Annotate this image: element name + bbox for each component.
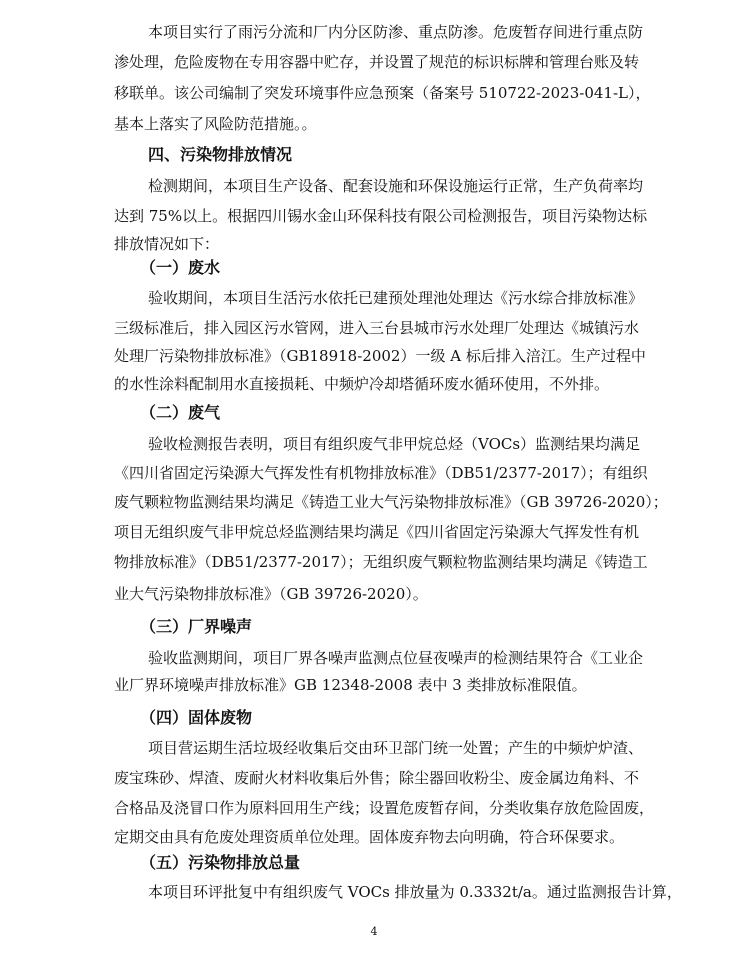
text-line: 的水性涂料配制用水直接损耗、中频炉冷却塔循环废水循环使用，不外排。 xyxy=(114,375,610,393)
text-line: 验收检测报告表明，项目有组织废气非甲烷总烃（VOCs）监测结果均满足 xyxy=(148,435,641,453)
text-line: 基本上落实了风险防范措施。。 xyxy=(114,115,317,133)
text-line: 验收期间，本项目生活污水依托已建预处理池处理达《污水综合排放标准》 xyxy=(148,289,644,307)
text-line: 达到 75%以上。根据四川锡水金山环保科技有限公司检测报告，项目污染物达标 xyxy=(114,207,648,225)
text-line: 业厂界环境噪声排放标准》GB 12348-2008 表中 3 类排放标准限值。 xyxy=(114,676,587,694)
text-line: 合格品及浇冒口作为原料回用生产线；设置危废暂存间，分类收集存放危险固废， xyxy=(114,799,655,817)
subsection-heading: （二）废气 xyxy=(140,403,221,422)
text-line: 物排放标准》（DB51/2377-2017）；无组织废气颗粒物监测结果均满足《铸造工 xyxy=(114,553,648,571)
subsection-heading: （五）污染物排放总量 xyxy=(140,853,301,872)
text-line: 废气颗粒物监测结果均满足《铸造工业大气污染物排放标准》（GB 39726-2020）； xyxy=(114,493,668,511)
text-line: 排放情况如下： xyxy=(114,235,220,253)
text-line: 《四川省固定污染源大气挥发性有机物排放标准》（DB51/2377-2017）；有组织 xyxy=(114,464,648,482)
subsection-heading: （三）厂界噪声 xyxy=(140,617,253,636)
text-line: 项目无组织废气非甲烷总烃监测结果均满足《四川省固定污染源大气挥发性有机 xyxy=(114,523,640,541)
subsection-heading: （四）固体废物 xyxy=(140,708,253,727)
text-line: 移联单。该公司编制了突发环境事件应急预案（备案号 510722-2023-041-L）， xyxy=(114,84,651,102)
text-line: 项目营运期生活垃圾经收集后交由环卫部门统一处置；产生的中频炉炉渣、 xyxy=(148,739,644,757)
text-line: 本项目实行了雨污分流和厂内分区防渗、重点防渗。危废暂存间进行重点防 xyxy=(148,23,644,41)
section-heading: 四、污染物排放情况 xyxy=(148,145,293,164)
text-line: 业大气污染物排放标准》（GB 39726-2020）。 xyxy=(114,585,428,603)
text-line: 三级标准后，排入园区污水管网，进入三台县城市污水处理厂处理达《城镇污水 xyxy=(114,319,640,337)
text-line: 渗处理，危险废物在专用容器中贮存，并设置了规范的标识标牌和管理台账及转 xyxy=(114,53,640,71)
text-line: 验收监测期间，项目厂界各噪声监测点位昼夜噪声的检测结果符合《工业企 xyxy=(148,649,644,667)
text-line: 定期交由具有危废处理资质单位处理。固体废弃物去向明确，符合环保要求。 xyxy=(114,828,625,846)
text-line: 检测期间，本项目生产设备、配套设施和环保设施运行正常，生产负荷率均 xyxy=(148,177,644,195)
text-line: 本项目环评批复中有组织废气 VOCs 排放量为 0.3332t/a。通过监测报告计算， xyxy=(148,883,682,901)
subsection-heading: （一）废水 xyxy=(140,258,221,277)
text-line: 废宝珠砂、焊渣、废耐火材料收集后外售；除尘器回收粉尘、废金属边角料、不 xyxy=(114,769,640,787)
text-line: 处理厂污染物排放标准》（GB18918-2002）一级 A 标后排入涪江。生产过程中 xyxy=(114,347,646,365)
page-number: 4 xyxy=(370,925,378,938)
